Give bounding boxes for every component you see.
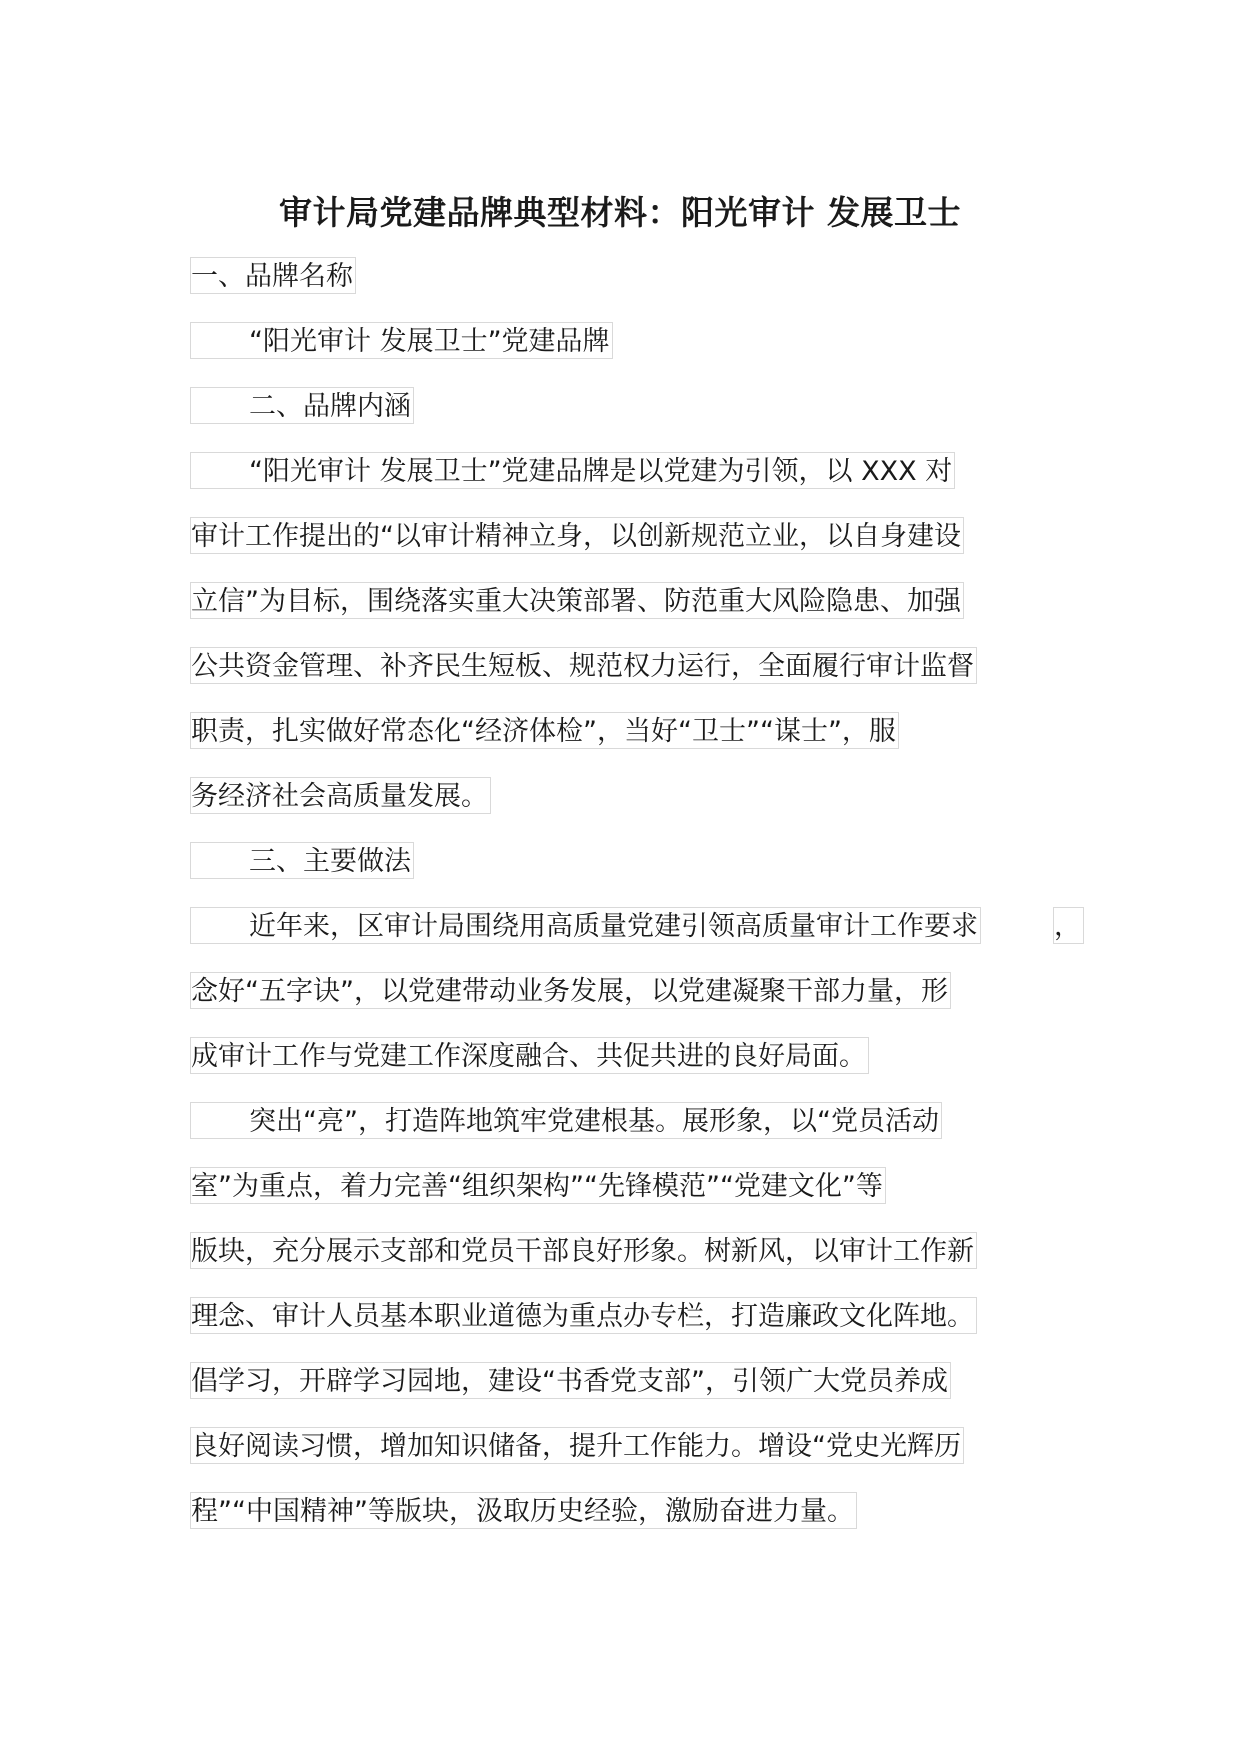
paragraph-line: 版块，充分展示支部和党员干部良好形象。树新风，以审计工作新 bbox=[190, 1232, 977, 1269]
paragraph-line: 近年来，区审计局围绕用高质量党建引领高质量审计工作要求 bbox=[190, 907, 981, 944]
paragraph-line: 务经济社会高质量发展。 bbox=[190, 777, 491, 814]
paragraph-line: 审计工作提出的“以审计精神立身，以创新规范立业，以自身建设 bbox=[190, 517, 964, 554]
document-title: 审计局党建品牌典型材料：阳光审计 发展卫士 bbox=[279, 193, 961, 232]
paragraph-line: “阳光审计 发展卫士”党建品牌是以党建为引领，以 XXX 对 bbox=[190, 452, 955, 489]
paragraph-line: 良好阅读习惯，增加知识储备，提升工作能力。增设“党史光辉历 bbox=[190, 1427, 964, 1464]
heading-brand-name: 一、品牌名称 bbox=[190, 257, 356, 294]
paragraph-line: 立信”为目标，围绕落实重大决策部署、防范重大风险隐患、加强 bbox=[190, 582, 964, 619]
paragraph-line: 公共资金管理、补齐民生短板、规范权力运行，全面履行审计监督 bbox=[190, 647, 977, 684]
paragraph-line: 成审计工作与党建工作深度融合、共促共进的良好局面。 bbox=[190, 1037, 869, 1074]
paragraph-line: 职责，扎实做好常态化“经济体检”，当好“卫士”“谋士”，服 bbox=[190, 712, 899, 749]
paragraph-line: 突出“亮”，打造阵地筑牢党建根基。展形象，以“党员活动 bbox=[190, 1102, 942, 1139]
paragraph-line: 倡学习，开辟学习园地，建设“书香党支部”，引领广大党员养成 bbox=[190, 1362, 951, 1399]
paragraph-line: “阳光审计 发展卫士”党建品牌 bbox=[190, 322, 613, 359]
overflow-punctuation: ， bbox=[1053, 907, 1084, 944]
paragraph-line: 念好“五字诀”，以党建带动业务发展，以党建凝聚干部力量，形 bbox=[190, 972, 951, 1009]
heading-brand-meaning: 二、品牌内涵 bbox=[190, 387, 414, 424]
heading-main-practices: 三、主要做法 bbox=[190, 842, 414, 879]
paragraph-line: 室”为重点，着力完善“组织架构”“先锋模范”“党建文化”等 bbox=[190, 1167, 886, 1204]
paragraph-line: 程”“中国精神”等版块，汲取历史经验，激励奋进力量。 bbox=[190, 1492, 857, 1529]
paragraph-line: 理念、审计人员基本职业道德为重点办专栏，打造廉政文化阵地。 bbox=[190, 1297, 977, 1334]
